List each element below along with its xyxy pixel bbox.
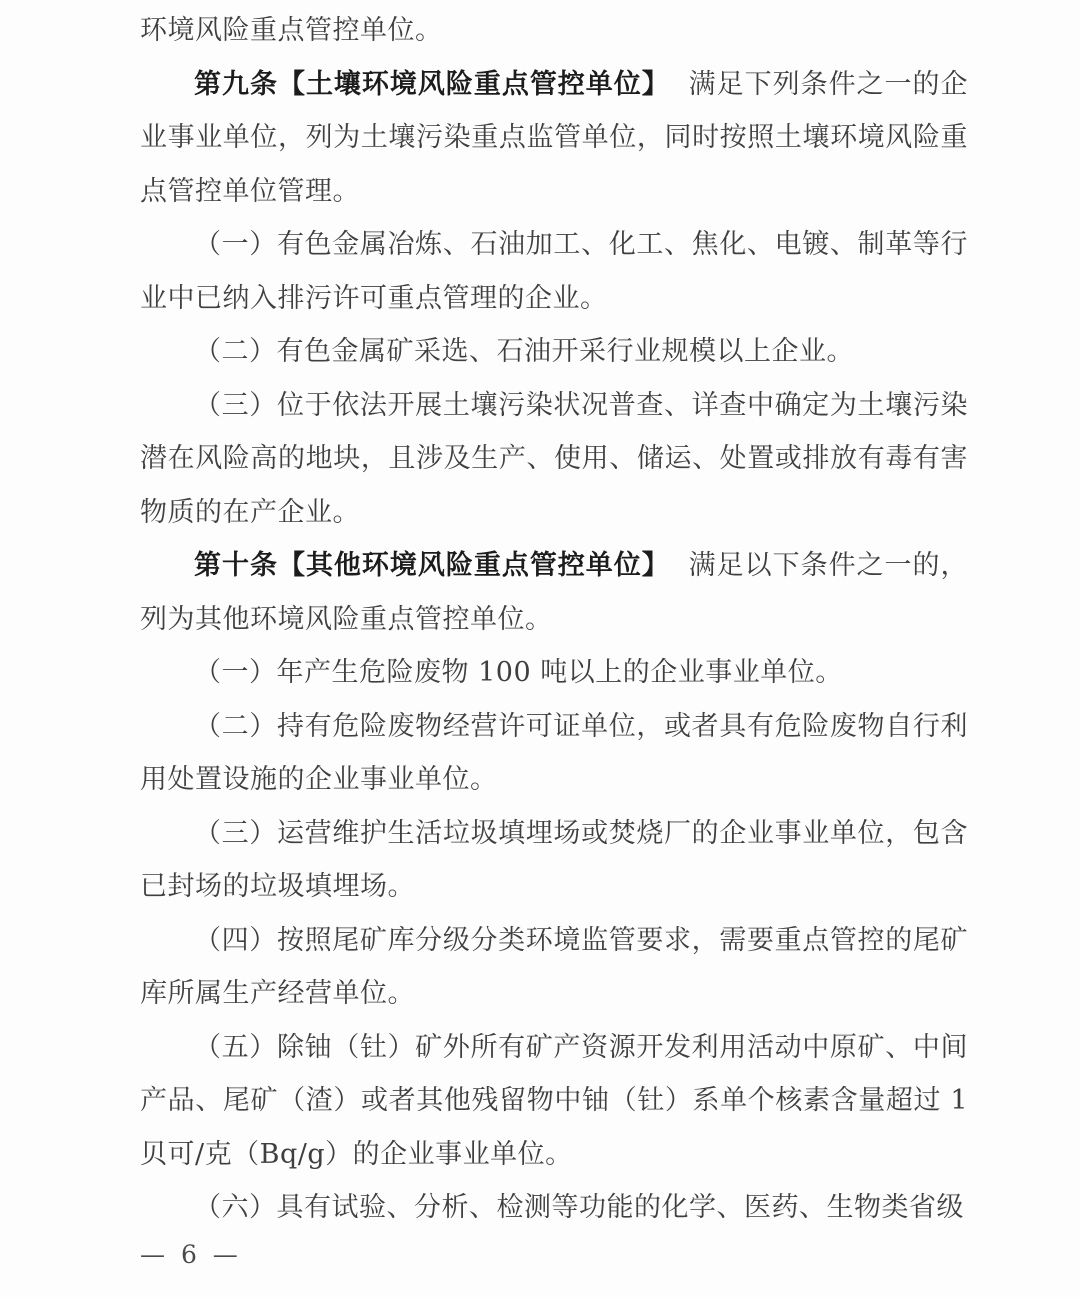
article-9-item-1: （一）有色金属冶炼、石油加工、化工、焦化、电镀、制革等行业中已纳入排污许可重点管理的企业。 (140, 229, 968, 314)
article-10-item-4: （四）按照尾矿库分级分类环境监管要求，需要重点管控的尾矿库所属生产经营单位。 (140, 924, 968, 1009)
article-9-text: 满足下列条件之一的企业事业单位，列为土壤污染重点监管单位，同时按照土壤环境风险重点管控单位管理。 (140, 68, 969, 207)
article-10-item-6: （六）具有试验、分析、检测等功能的化学、医药、生物类省级 (194, 1192, 964, 1223)
page-number: — 6 — (140, 1240, 242, 1269)
article-10-item-2: （二）持有危险废物经营许可证单位，或者具有危险废物自行利用处置设施的企业事业单位。 (140, 710, 968, 795)
paragraph-continuation: 环境风险重点管控单位。 (140, 15, 443, 46)
article-9-item-2: （二）有色金属矿采选、石油开采行业规模以上企业。 (194, 336, 854, 367)
article-9-title: 第九条【土壤环境风险重点管控单位】 (194, 68, 670, 100)
article-10-title: 第十条【其他环境风险重点管控单位】 (194, 550, 670, 581)
article-10-item-5: （五）除铀（钍）矿外所有矿产资源开发利用活动中原矿、中间产品、尾矿（渣）或者其他残留物中铀（钍）系单个核素含量超过 1 贝可/克（Bq/g）的企业事业单位。 (140, 1031, 968, 1170)
article-9-item-3: （三）位于依法开展土壤污染状况普查、详查中确定为土壤污染潜在风险高的地块，且涉及生产、使用、储运、处置或排放有毒有害物质的在产企业。 (140, 389, 968, 528)
article-10-text: 满足以下条件之一的，列为其他环境风险重点管控单位。 (140, 550, 969, 635)
document-body (140, 4, 968, 1235)
article-10-item-3: （三）运营维护生活垃圾填埋场或焚烧厂的企业事业单位，包含已封场的垃圾填埋场。 (140, 817, 968, 902)
article-10-paragraph (140, 539, 968, 646)
article-10-item-1: （一）年产生危险废物 100 吨以上的企业事业单位。 (194, 657, 843, 688)
article-9-paragraph (140, 58, 968, 219)
